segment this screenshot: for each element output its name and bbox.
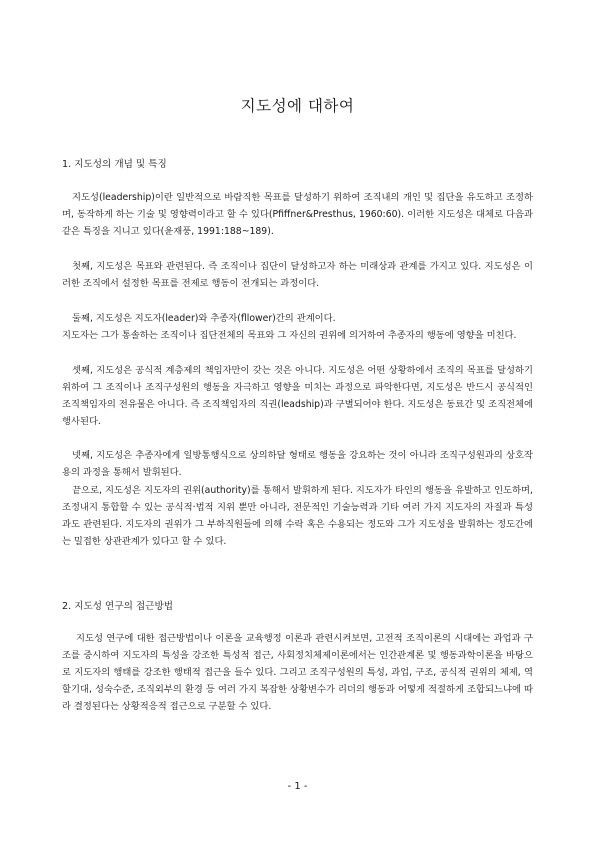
section-1-paragraph: 지도자는 그가 통솔하는 조직이나 집단전체의 목표와 그 자신의 권위에 의거하여 추종자의 행동에 영향을 미친다. bbox=[62, 330, 517, 341]
section-1-paragraph: 첫째, 지도성은 목표와 관련된다. 즉 조직이나 집단이 달성하고자 하는 미래상과 관계를 가지고 있다. 지도성은 이러한 조직에서 설정한 목표를 전제로 행동이 전개되는 과정이다. bbox=[62, 261, 533, 290]
section-2-paragraph: 지도성 연구에 대한 접근방법이나 이론을 교육행정 이론과 관련시켜보면, 고전적 조직이론의 시대에는 과업과 구조를 중시하여 지도자의 특성을 강조한 특성적 접근, 사회정치체제이론에서는 인간관계론 및 행동과학이론을 바탕으로 지도자의 행태를 강조한 행태적 접근을 들수 있다. 그리고 조직구성원의 특성, 과업, 구조, 공식적 권위의 체제, 역할기대, 성숙수준, 조직외부의 환경 등 여러 가지 복잡한 상황변수가 리더의 행동과 어떻게 적절하게 조합되느냐에 따라 결정된다는 상황적응적 접근으로 구분할 수 있다. bbox=[62, 633, 533, 713]
section-1-paragraph: 셋째, 지도성은 공식적 계층제의 책임자만이 갖는 것은 아니다. 지도성은 어떤 상황하에서 조직의 목표를 달성하기 위하여 그 조직이나 조직구성원의 행동을 자극하고 영향을 미치는 과정으로 파악한다면, 지도성은 반드시 공식적인 조직책임자의 전유물은 아니다. 즉 조직책임자의 직권(leadship)과 구별되어야 한다. 지도성은 동료간 및 조직전체에 행사된다. bbox=[62, 365, 533, 428]
section-1-paragraph: 넷째, 지도성은 추종자에게 일방통행식으로 상의하달 형태로 행동을 강요하는 것이 아니라 조직구성원과의 상호작용의 과정을 통해서 발휘된다. bbox=[62, 450, 533, 479]
page-number: - 1 - bbox=[287, 781, 308, 792]
section-1-heading: 1. 지도성의 개념 및 특징 bbox=[62, 159, 167, 170]
section-1-paragraph: 지도성(leadership)이란 일반적으로 바람직한 목표를 달성하기 위하여 조직내의 개인 및 집단을 유도하고 조정하며, 동작하게 하는 기술 및 영향력이라고 할 수 있다(Pfiffner&Presthus, 1960:60). 이러한 지도성은 대체로 다음과 같은 특징을 지니고 있다(윤재풍, 1991:188~189). bbox=[62, 192, 533, 238]
section-1-paragraph: 끝으로, 지도성은 지도자의 권위(authority)를 통해서 발휘하게 된다. 지도자가 타인의 행동을 유발하고 인도하며, 조정내지 통합할 수 있는 공식적·법적 지위 뿐만 아니라, 전문적인 기술능력과 기타 여러 가지 지도자의 자질과 특성과도 관련된다. 지도자의 권위가 그 부하직원들에 의해 수락 혹은 수용되는 정도와 그가 지도성을 발휘하는 정도간에는 밀접한 상관관계가 있다고 할 수 있다. bbox=[62, 485, 533, 548]
section-2-heading: 2. 지도성 연구의 접근방법 bbox=[62, 601, 173, 612]
section-1-paragraph: 둘째, 지도성은 지도자(leader)와 추종자(fllower)간의 관계이다. bbox=[72, 313, 336, 324]
document-title: 지도성에 대하여 bbox=[240, 97, 355, 115]
